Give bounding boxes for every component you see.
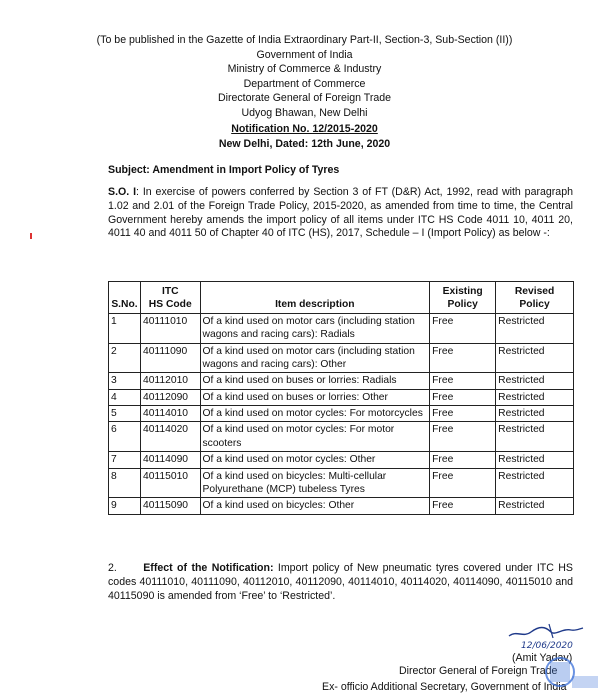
cell-sno: 3 [109, 373, 141, 389]
table-row [109, 406, 574, 422]
cell-existing: Free [430, 422, 496, 452]
cell-sno: 5 [109, 406, 141, 422]
cell-existing: Free [430, 498, 496, 514]
cell-revised: Restricted [496, 468, 574, 498]
col-header-sno: S.No. [109, 282, 141, 314]
cell-code: 40111010 [140, 313, 200, 343]
government-line: Government of India [256, 48, 353, 61]
cell-code: 40114010 [140, 406, 200, 422]
notification-number: Notification No. 12/2015-2020 [231, 123, 378, 135]
cell-sno: 2 [109, 343, 141, 373]
cell-code: 40112010 [140, 373, 200, 389]
department-line: Department of Commerce [243, 77, 366, 90]
col-header-item: Item description [200, 282, 430, 314]
effect-label: Effect of the Notification: [143, 562, 274, 574]
paragraph-one [108, 186, 573, 241]
document-header [0, 34, 609, 121]
gazette-line: (To be published in the Gazette of India Extraordinary Part-II, Section-3, Sub-Section (II)) [96, 34, 513, 46]
cell-desc: Of a kind used on motor cars (including station wagons and racing cars): Other [200, 343, 430, 373]
signatory-name: (Amit Yadav) [512, 652, 573, 664]
so-label: S.O. I [108, 186, 137, 198]
cell-desc: Of a kind used on bicycles: Multi-cellular Polyurethane (MCP) tubeless Tyres [200, 468, 430, 498]
cell-sno: 7 [109, 452, 141, 468]
table-row [109, 343, 574, 373]
cell-existing: Free [430, 452, 496, 468]
cell-revised: Restricted [496, 313, 574, 343]
ministry-line: Ministry of Commerce & Industry [227, 63, 382, 75]
cell-code: 40111090 [140, 343, 200, 373]
watermark-stamp [530, 640, 600, 698]
cell-sno: 9 [109, 498, 141, 514]
cell-desc: Of a kind used on motor cycles: For motorcycles [200, 406, 430, 422]
table-row [109, 422, 574, 452]
notification-date: New Delhi, Dated: 12th June, 2020 [218, 137, 391, 150]
cell-revised: Restricted [496, 452, 574, 468]
signature-block [0, 616, 609, 698]
cell-revised: Restricted [496, 389, 574, 405]
cell-code: 40114020 [140, 422, 200, 452]
cell-revised: Restricted [496, 373, 574, 389]
cell-revised: Restricted [496, 343, 574, 373]
cell-desc: Of a kind used on buses or lorries: Other [200, 389, 430, 405]
policy-table [108, 281, 574, 515]
subject-line: Subject: Amendment in Import Policy of Tyres [108, 164, 340, 176]
table-row [109, 468, 574, 498]
cell-desc: Of a kind used on motor cars (including station wagons and racing cars): Radials [200, 313, 430, 343]
table-row [109, 389, 574, 405]
paragraph-two-text: Import policy of New pneumatic tyres covered under ITC HS codes 40111010, 40111090, 40112010, 40112090, 40114010, 40114020, 40114090, 40115010 and 40115090 is amended from ‘Free’ to ‘Restricted’. [108, 562, 573, 602]
col-header-revised: Revised Policy [496, 282, 574, 314]
cell-existing: Free [430, 468, 496, 498]
notification-block [0, 123, 609, 152]
cell-existing: Free [430, 406, 496, 422]
cell-revised: Restricted [496, 406, 574, 422]
col-header-existing: Existing Policy [430, 282, 496, 314]
paragraph-one-text: : In exercise of powers conferred by Section 3 of FT (D&R) Act, 1992, read with paragraph 1.02 and 2.01 of the Foreign Trade Policy, 2015-2020, as amended from time to time, the Central Government hereby amends the import policy of all items under ITC HS Code 4011 10, 4011 20, 4011 40 and 4011 50 of Chapter 40 of ITC (HS), 2017, Schedule – I (Import Policy) as below -: [108, 186, 573, 240]
cell-code: 40112090 [140, 389, 200, 405]
cell-code: 40114090 [140, 452, 200, 468]
cell-sno: 1 [109, 313, 141, 343]
signature-date: 12/06/2020 [521, 641, 573, 650]
cell-sno: 4 [109, 389, 141, 405]
cell-desc: Of a kind used on motor cycles: For motor scooters [200, 422, 430, 452]
cell-desc: Of a kind used on buses or lorries: Radials [200, 373, 430, 389]
cell-revised: Restricted [496, 498, 574, 514]
cell-sno: 8 [109, 468, 141, 498]
ink-mark [30, 233, 32, 239]
cell-existing: Free [430, 389, 496, 405]
cell-existing: Free [430, 373, 496, 389]
cell-existing: Free [430, 313, 496, 343]
cell-code: 40115010 [140, 468, 200, 498]
cell-existing: Free [430, 343, 496, 373]
paragraph-two-number: 2. [108, 562, 117, 574]
cell-code: 40115090 [140, 498, 200, 514]
signatory-designation: Ex- officio Additional Secretary, Government of India [322, 681, 567, 693]
table-row [109, 313, 574, 343]
table-row [109, 498, 574, 514]
cell-revised: Restricted [496, 422, 574, 452]
cell-desc: Of a kind used on motor cycles: Other [200, 452, 430, 468]
table-row [109, 452, 574, 468]
signatory-title: Director General of Foreign Trade [399, 665, 558, 677]
cell-sno: 6 [109, 422, 141, 452]
table-row [109, 373, 574, 389]
paragraph-two [108, 562, 573, 603]
col-header-itc: ITC HS Code [140, 282, 200, 314]
table-header-row [109, 282, 574, 314]
address-line: Udyog Bhawan, New Delhi [241, 106, 368, 119]
cell-desc: Of a kind used on bicycles: Other [200, 498, 430, 514]
directorate-line: Directorate General of Foreign Trade [217, 92, 392, 104]
